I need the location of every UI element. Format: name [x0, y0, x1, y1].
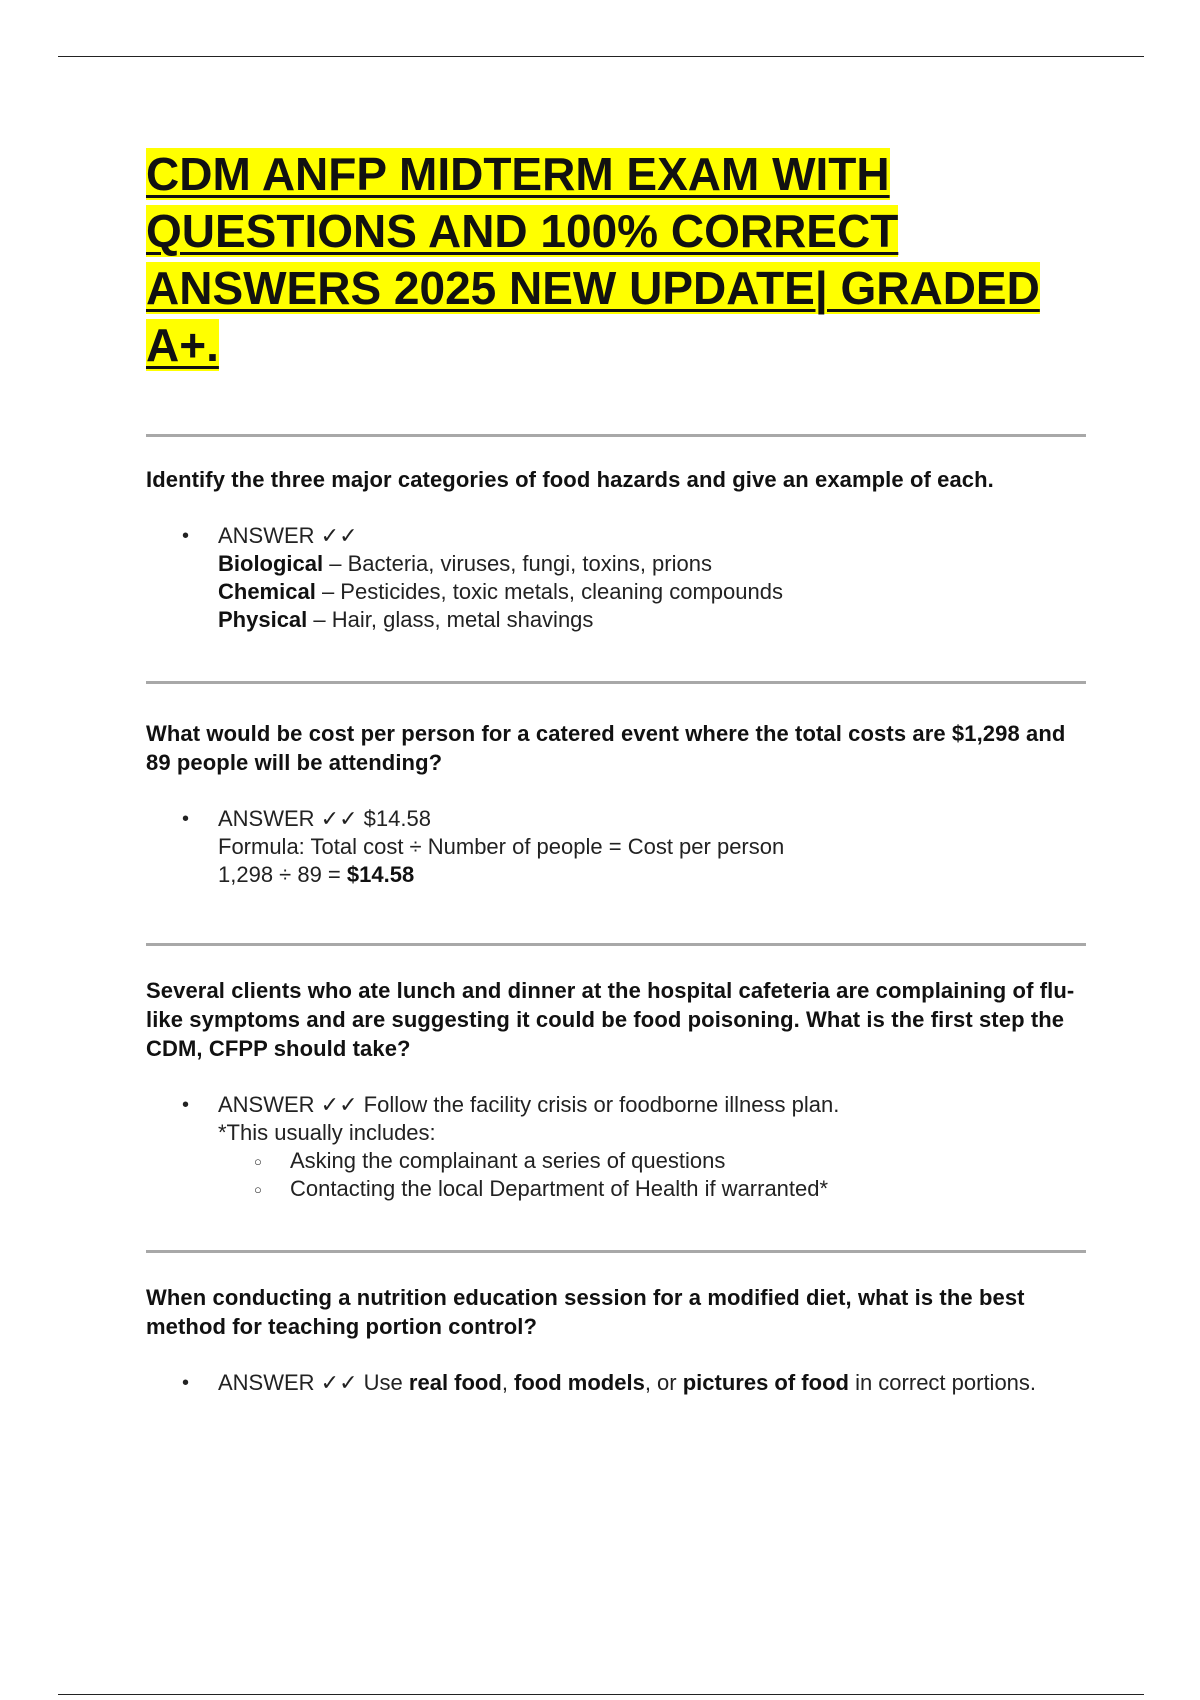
hazard-chemical: Chemical – Pesticides, toxic metals, cleaning compounds	[218, 579, 783, 604]
document-title: CDM ANFP MIDTERM EXAM WITH QUESTIONS AND 100% CORRECT ANSWERS 2025 NEW UPDATE| GRADED A+.	[146, 148, 1040, 371]
answer-list-2	[146, 805, 1086, 889]
answer-list-3	[146, 1091, 1086, 1203]
sub-item-2: ○ Contacting the local Department of Health if warranted*	[290, 1175, 1086, 1203]
answer-2	[218, 805, 1086, 889]
includes-line: *This usually includes:	[218, 1120, 436, 1145]
answer-list-4	[146, 1369, 1086, 1397]
calculation-line: 1,298 ÷ 89 = $14.58	[218, 862, 415, 887]
title-block	[146, 146, 1086, 374]
page-bottom-rule	[58, 1694, 1144, 1695]
page-top-rule	[58, 56, 1144, 57]
sub-item-1: ○ Asking the complainant a series of questions	[290, 1147, 1086, 1175]
answer-label-line: • ANSWER ✓✓ $14.58	[218, 806, 431, 831]
question-2: What would be cost per person for a catered event where the total costs are $1,298 and 89 people will be attending?	[146, 721, 1066, 775]
question-4: When conducting a nutrition education session for a modified diet, what is the best method for teaching portion control?	[146, 1285, 1025, 1339]
answer-label: • ANSWER ✓✓	[218, 523, 358, 548]
answer-label-line: • ANSWER ✓✓ Follow the facility crisis or foodborne illness plan.	[218, 1092, 840, 1117]
hazard-physical: Physical – Hair, glass, metal shavings	[218, 607, 594, 632]
formula-line: Formula: Total cost ÷ Number of people = Cost per person	[218, 834, 785, 859]
answer-1	[218, 522, 1086, 634]
sub-list	[218, 1147, 1086, 1203]
answer-3	[218, 1091, 1086, 1203]
question-3: Several clients who ate lunch and dinner at the hospital cafeteria are complaining of flu-like symptoms and are suggesting it could be food poisoning. What is the first step the CDM, CFPP should take?	[146, 978, 1075, 1061]
hazard-biological: Biological – Bacteria, viruses, fungi, toxins, prions	[218, 551, 712, 576]
document-body	[146, 146, 1086, 1397]
answer-list-1	[146, 522, 1086, 634]
answer-4: • ANSWER ✓✓ Use real food, food models, or pictures of food in correct portions.	[218, 1369, 1086, 1397]
question-1: Identify the three major categories of food hazards and give an example of each.	[146, 467, 994, 492]
